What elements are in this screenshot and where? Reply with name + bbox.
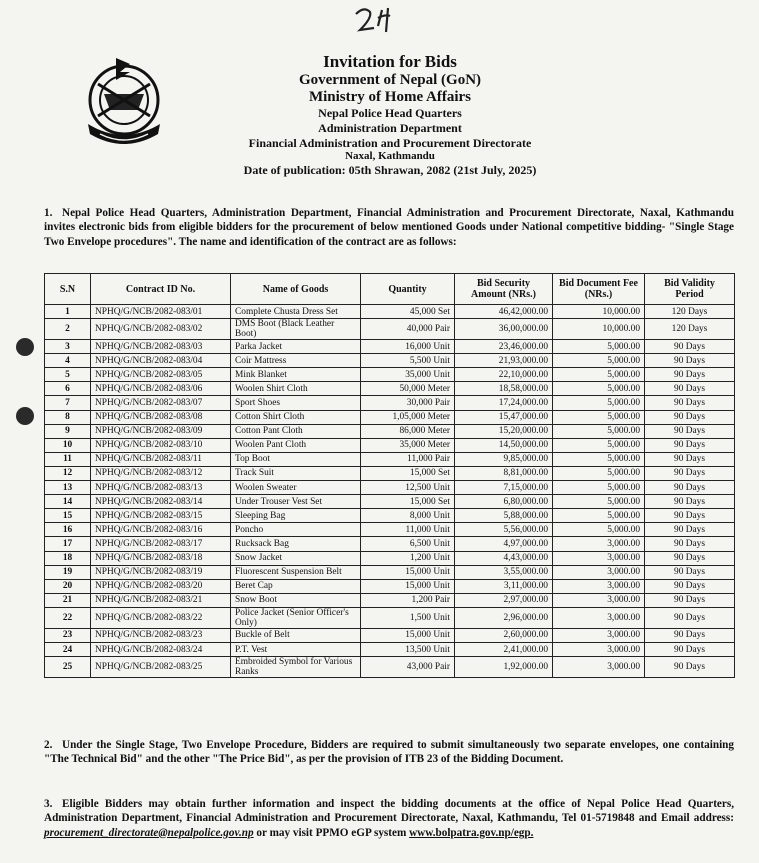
row-contract-id: NPHQ/G/NCB/2082-083/10 (91, 438, 231, 452)
document-title: Invitation for Bids (323, 52, 457, 71)
header-bid-security: Bid Security Amount (NRs.) (455, 274, 553, 305)
nepal-police-emblem-icon (78, 54, 170, 154)
row-doc-fee: 5,000.00 (553, 481, 645, 495)
row-goods: Snow Jacket (231, 551, 361, 565)
row-contract-id: NPHQ/G/NCB/2082-083/15 (91, 509, 231, 523)
row-bid-security: 1,92,000.00 (455, 657, 553, 678)
row-validity: 90 Days (645, 466, 735, 480)
row-validity: 90 Days (645, 593, 735, 607)
row-validity: 90 Days (645, 452, 735, 466)
row-quantity: 35,000 Meter (361, 438, 455, 452)
row-contract-id: NPHQ/G/NCB/2082-083/01 (91, 305, 231, 319)
row-sn: 23 (45, 628, 91, 642)
row-contract-id: NPHQ/G/NCB/2082-083/19 (91, 565, 231, 579)
row-validity: 90 Days (645, 382, 735, 396)
row-bid-security: 18,58,000.00 (455, 382, 553, 396)
row-sn: 12 (45, 466, 91, 480)
procurement-email-link[interactable]: procurement_directorate@nepalpolice.gov.np (44, 826, 254, 839)
row-contract-id: NPHQ/G/NCB/2082-083/20 (91, 579, 231, 593)
row-bid-security: 15,47,000.00 (455, 410, 553, 424)
row-bid-security: 8,81,000.00 (455, 466, 553, 480)
row-quantity: 11,000 Unit (361, 523, 455, 537)
row-bid-security: 22,10,000.00 (455, 368, 553, 382)
row-sn: 4 (45, 354, 91, 368)
row-quantity: 1,05,000 Meter (361, 410, 455, 424)
row-sn: 24 (45, 642, 91, 656)
row-bid-security: 2,97,000.00 (455, 593, 553, 607)
row-goods: Embroided Symbol for Various Ranks (231, 657, 361, 678)
row-doc-fee: 10,000.00 (553, 305, 645, 319)
row-validity: 90 Days (645, 537, 735, 551)
row-doc-fee: 5,000.00 (553, 424, 645, 438)
row-doc-fee: 5,000.00 (553, 509, 645, 523)
row-sn: 21 (45, 593, 91, 607)
row-doc-fee: 5,000.00 (553, 523, 645, 537)
contracts-table (44, 273, 735, 678)
row-sn: 16 (45, 523, 91, 537)
row-quantity: 30,000 Pair (361, 396, 455, 410)
row-goods: Buckle of Belt (231, 628, 361, 642)
row-doc-fee: 5,000.00 (553, 410, 645, 424)
row-goods: Beret Cap (231, 579, 361, 593)
row-validity: 90 Days (645, 551, 735, 565)
row-contract-id: NPHQ/G/NCB/2082-083/02 (91, 319, 231, 340)
row-doc-fee: 3,000.00 (553, 628, 645, 642)
row-doc-fee: 5,000.00 (553, 438, 645, 452)
row-bid-security: 2,60,000.00 (455, 628, 553, 642)
row-doc-fee: 5,000.00 (553, 396, 645, 410)
row-contract-id: NPHQ/G/NCB/2082-083/03 (91, 340, 231, 354)
row-bid-security: 9,85,000.00 (455, 452, 553, 466)
row-contract-id: NPHQ/G/NCB/2082-083/04 (91, 354, 231, 368)
table-row (45, 607, 735, 628)
row-contract-id: NPHQ/G/NCB/2082-083/11 (91, 452, 231, 466)
row-validity: 90 Days (645, 523, 735, 537)
publication-date: Date of publication: 05th Shrawan, 2082 (21st July, 2025) (243, 163, 537, 178)
header-sn: S.N (45, 274, 91, 305)
row-quantity: 1,500 Unit (361, 607, 455, 628)
row-goods: Cotton Pant Cloth (231, 424, 361, 438)
row-bid-security: 3,55,000.00 (455, 565, 553, 579)
row-goods: Parka Jacket (231, 340, 361, 354)
row-bid-security: 2,41,000.00 (455, 642, 553, 656)
table-row (45, 410, 735, 424)
paragraph-3-number: 3. (44, 798, 53, 810)
header-department: Administration Department (318, 120, 462, 135)
row-doc-fee: 3,000.00 (553, 657, 645, 678)
table-row (45, 551, 735, 565)
table-row (45, 593, 735, 607)
table-row (45, 452, 735, 466)
row-validity: 90 Days (645, 368, 735, 382)
paragraph-3-text-middle: or may visit PPMO eGP system (253, 826, 410, 839)
row-contract-id: NPHQ/G/NCB/2082-083/07 (91, 396, 231, 410)
row-contract-id: NPHQ/G/NCB/2082-083/14 (91, 495, 231, 509)
row-validity: 90 Days (645, 424, 735, 438)
row-doc-fee: 3,000.00 (553, 551, 645, 565)
row-contract-id: NPHQ/G/NCB/2082-083/18 (91, 551, 231, 565)
row-validity: 90 Days (645, 642, 735, 656)
row-goods: Track Suit (231, 466, 361, 480)
row-sn: 20 (45, 579, 91, 593)
row-goods: P.T. Vest (231, 642, 361, 656)
paragraph-1-text: Nepal Police Head Quarters, Administration Department, Financial Administration and Procurement Directorate, Naxal, Kathmandu invites electronic bids from eligible bidders for the procurement of below mentioned Goods under National competitive bidding- "Single Stage Two Envelope procedures". The name and identification of the contract are as follows: (44, 207, 734, 248)
row-contract-id: NPHQ/G/NCB/2082-083/08 (91, 410, 231, 424)
row-contract-id: NPHQ/G/NCB/2082-083/25 (91, 657, 231, 678)
row-bid-security: 5,56,000.00 (455, 523, 553, 537)
row-quantity: 1,200 Pair (361, 593, 455, 607)
row-contract-id: NPHQ/G/NCB/2082-083/13 (91, 481, 231, 495)
row-quantity: 15,000 Unit (361, 579, 455, 593)
table-row (45, 628, 735, 642)
row-contract-id: NPHQ/G/NCB/2082-083/12 (91, 466, 231, 480)
row-contract-id: NPHQ/G/NCB/2082-083/22 (91, 607, 231, 628)
header-goods: Name of Goods (231, 274, 361, 305)
handwritten-note (350, 4, 400, 36)
row-doc-fee: 10,000.00 (553, 319, 645, 340)
header-government: Government of Nepal (GoN) (298, 71, 482, 88)
row-contract-id: NPHQ/G/NCB/2082-083/17 (91, 537, 231, 551)
row-quantity: 45,000 Set (361, 305, 455, 319)
row-contract-id: NPHQ/G/NCB/2082-083/16 (91, 523, 231, 537)
table-row (45, 466, 735, 480)
row-quantity: 43,000 Pair (361, 657, 455, 678)
table-row (45, 382, 735, 396)
header-directorate: Financial Administration and Procurement Directorate (248, 135, 532, 150)
egp-website-link[interactable]: www.bolpatra.gov.np/egp. (409, 826, 534, 839)
row-bid-security: 14,50,000.00 (455, 438, 553, 452)
row-sn: 6 (45, 382, 91, 396)
row-doc-fee: 5,000.00 (553, 340, 645, 354)
paragraph-1 (44, 206, 734, 249)
row-sn: 22 (45, 607, 91, 628)
table-row (45, 523, 735, 537)
row-validity: 90 Days (645, 481, 735, 495)
row-goods: Sport Shoes (231, 396, 361, 410)
row-doc-fee: 5,000.00 (553, 466, 645, 480)
row-sn: 25 (45, 657, 91, 678)
row-validity: 90 Days (645, 410, 735, 424)
row-doc-fee: 5,000.00 (553, 495, 645, 509)
row-validity: 90 Days (645, 607, 735, 628)
row-bid-security: 2,96,000.00 (455, 607, 553, 628)
row-validity: 90 Days (645, 579, 735, 593)
row-goods: Woolen Shirt Cloth (231, 382, 361, 396)
row-contract-id: NPHQ/G/NCB/2082-083/23 (91, 628, 231, 642)
row-bid-security: 23,46,000.00 (455, 340, 553, 354)
table-row (45, 319, 735, 340)
table-row (45, 354, 735, 368)
paragraph-2 (44, 738, 734, 767)
row-goods: Woolen Pant Cloth (231, 438, 361, 452)
row-quantity: 15,000 Unit (361, 565, 455, 579)
row-doc-fee: 3,000.00 (553, 642, 645, 656)
row-validity: 90 Days (645, 657, 735, 678)
table-row (45, 565, 735, 579)
row-quantity: 5,500 Unit (361, 354, 455, 368)
row-contract-id: NPHQ/G/NCB/2082-083/09 (91, 424, 231, 438)
row-bid-security: 3,11,000.00 (455, 579, 553, 593)
table-row (45, 340, 735, 354)
header-contract-id: Contract ID No. (91, 274, 231, 305)
row-goods: Complete Chusta Dress Set (231, 305, 361, 319)
row-doc-fee: 3,000.00 (553, 579, 645, 593)
row-bid-security: 36,00,000.00 (455, 319, 553, 340)
header-validity: Bid Validity Period (645, 274, 735, 305)
row-goods: Mink Blanket (231, 368, 361, 382)
row-goods: Police Jacket (Senior Officer's Only) (231, 607, 361, 628)
row-sn: 19 (45, 565, 91, 579)
row-quantity: 86,000 Meter (361, 424, 455, 438)
row-sn: 3 (45, 340, 91, 354)
paragraph-2-number: 2. (44, 739, 53, 751)
row-validity: 90 Days (645, 396, 735, 410)
punch-hole-bottom (16, 407, 34, 425)
row-doc-fee: 3,000.00 (553, 593, 645, 607)
row-doc-fee: 5,000.00 (553, 368, 645, 382)
table-row (45, 368, 735, 382)
row-sn: 17 (45, 537, 91, 551)
row-goods: Woolen Sweater (231, 481, 361, 495)
row-contract-id: NPHQ/G/NCB/2082-083/24 (91, 642, 231, 656)
row-quantity: 15,000 Set (361, 466, 455, 480)
row-quantity: 16,000 Unit (361, 340, 455, 354)
row-quantity: 40,000 Pair (361, 319, 455, 340)
row-goods: Under Trouser Vest Set (231, 495, 361, 509)
row-quantity: 11,000 Pair (361, 452, 455, 466)
paragraph-1-number: 1. (44, 207, 53, 219)
row-quantity: 50,000 Meter (361, 382, 455, 396)
row-quantity: 15,000 Set (361, 495, 455, 509)
row-doc-fee: 3,000.00 (553, 607, 645, 628)
row-quantity: 13,500 Unit (361, 642, 455, 656)
row-quantity: 8,000 Unit (361, 509, 455, 523)
row-goods: Rucksack Bag (231, 537, 361, 551)
row-doc-fee: 3,000.00 (553, 537, 645, 551)
row-contract-id: NPHQ/G/NCB/2082-083/21 (91, 593, 231, 607)
table-row (45, 305, 735, 319)
row-sn: 15 (45, 509, 91, 523)
row-validity: 90 Days (645, 628, 735, 642)
row-quantity: 1,200 Unit (361, 551, 455, 565)
row-bid-security: 17,24,000.00 (455, 396, 553, 410)
row-validity: 90 Days (645, 438, 735, 452)
row-sn: 11 (45, 452, 91, 466)
table-row (45, 509, 735, 523)
row-contract-id: NPHQ/G/NCB/2082-083/05 (91, 368, 231, 382)
row-sn: 1 (45, 305, 91, 319)
row-goods: Top Boot (231, 452, 361, 466)
row-goods: Snow Boot (231, 593, 361, 607)
paragraph-3 (44, 797, 734, 840)
row-goods: Sleeping Bag (231, 509, 361, 523)
paragraph-2-text: Under the Single Stage, Two Envelope Procedure, Bidders are required to submit simultaneously two separate envelopes, one containing "The Technical Bid" and the other "The Price Bid", as per the provision of ITB 23 of the Bidding Document. (44, 739, 734, 766)
row-quantity: 35,000 Unit (361, 368, 455, 382)
row-sn: 2 (45, 319, 91, 340)
table-row (45, 537, 735, 551)
row-validity: 120 Days (645, 319, 735, 340)
header-police-hq: Nepal Police Head Quarters (318, 106, 462, 121)
header-location: Naxal, Kathmandu (345, 150, 435, 163)
table-row (45, 657, 735, 678)
paragraph-3-text: Eligible Bidders may obtain further information and inspect the bidding documents at the office of Nepal Police Head Quarters, Administration Department, Financial Administration and Procurement Directorate, Naxal, Kathmandu, Tel 01-5719848 and Email address: (44, 798, 734, 825)
row-bid-security: 4,97,000.00 (455, 537, 553, 551)
row-doc-fee: 5,000.00 (553, 382, 645, 396)
row-validity: 90 Days (645, 565, 735, 579)
row-goods: Fluorescent Suspension Belt (231, 565, 361, 579)
row-goods: Coir Mattress (231, 354, 361, 368)
row-doc-fee: 5,000.00 (553, 452, 645, 466)
row-goods: Cotton Shirt Cloth (231, 410, 361, 424)
row-bid-security: 5,88,000.00 (455, 509, 553, 523)
row-bid-security: 7,15,000.00 (455, 481, 553, 495)
row-bid-security: 15,20,000.00 (455, 424, 553, 438)
header-quantity: Quantity (361, 274, 455, 305)
row-sn: 8 (45, 410, 91, 424)
table-row (45, 642, 735, 656)
row-validity: 90 Days (645, 509, 735, 523)
row-goods: DMS Boot (Black Leather Boot) (231, 319, 361, 340)
row-quantity: 15,000 Unit (361, 628, 455, 642)
row-validity: 90 Days (645, 354, 735, 368)
table-row (45, 424, 735, 438)
header-doc-fee: Bid Document Fee (NRs.) (553, 274, 645, 305)
table-row (45, 481, 735, 495)
row-sn: 10 (45, 438, 91, 452)
table-header-row (45, 274, 735, 305)
row-sn: 14 (45, 495, 91, 509)
row-sn: 13 (45, 481, 91, 495)
table-row (45, 396, 735, 410)
header-ministry: Ministry of Home Affairs (308, 88, 472, 105)
row-validity: 90 Days (645, 340, 735, 354)
row-bid-security: 46,42,000.00 (455, 305, 553, 319)
row-contract-id: NPHQ/G/NCB/2082-083/06 (91, 382, 231, 396)
row-validity: 120 Days (645, 305, 735, 319)
row-bid-security: 21,93,000.00 (455, 354, 553, 368)
table-row (45, 438, 735, 452)
row-doc-fee: 3,000.00 (553, 565, 645, 579)
punch-hole-top (16, 338, 34, 356)
row-bid-security: 4,43,000.00 (455, 551, 553, 565)
table-row (45, 495, 735, 509)
row-sn: 7 (45, 396, 91, 410)
table-row (45, 579, 735, 593)
row-quantity: 6,500 Unit (361, 537, 455, 551)
row-sn: 9 (45, 424, 91, 438)
row-doc-fee: 5,000.00 (553, 354, 645, 368)
row-goods: Poncho (231, 523, 361, 537)
row-sn: 5 (45, 368, 91, 382)
row-quantity: 12,500 Unit (361, 481, 455, 495)
row-validity: 90 Days (645, 495, 735, 509)
row-bid-security: 6,80,000.00 (455, 495, 553, 509)
document-header (200, 52, 580, 178)
row-sn: 18 (45, 551, 91, 565)
